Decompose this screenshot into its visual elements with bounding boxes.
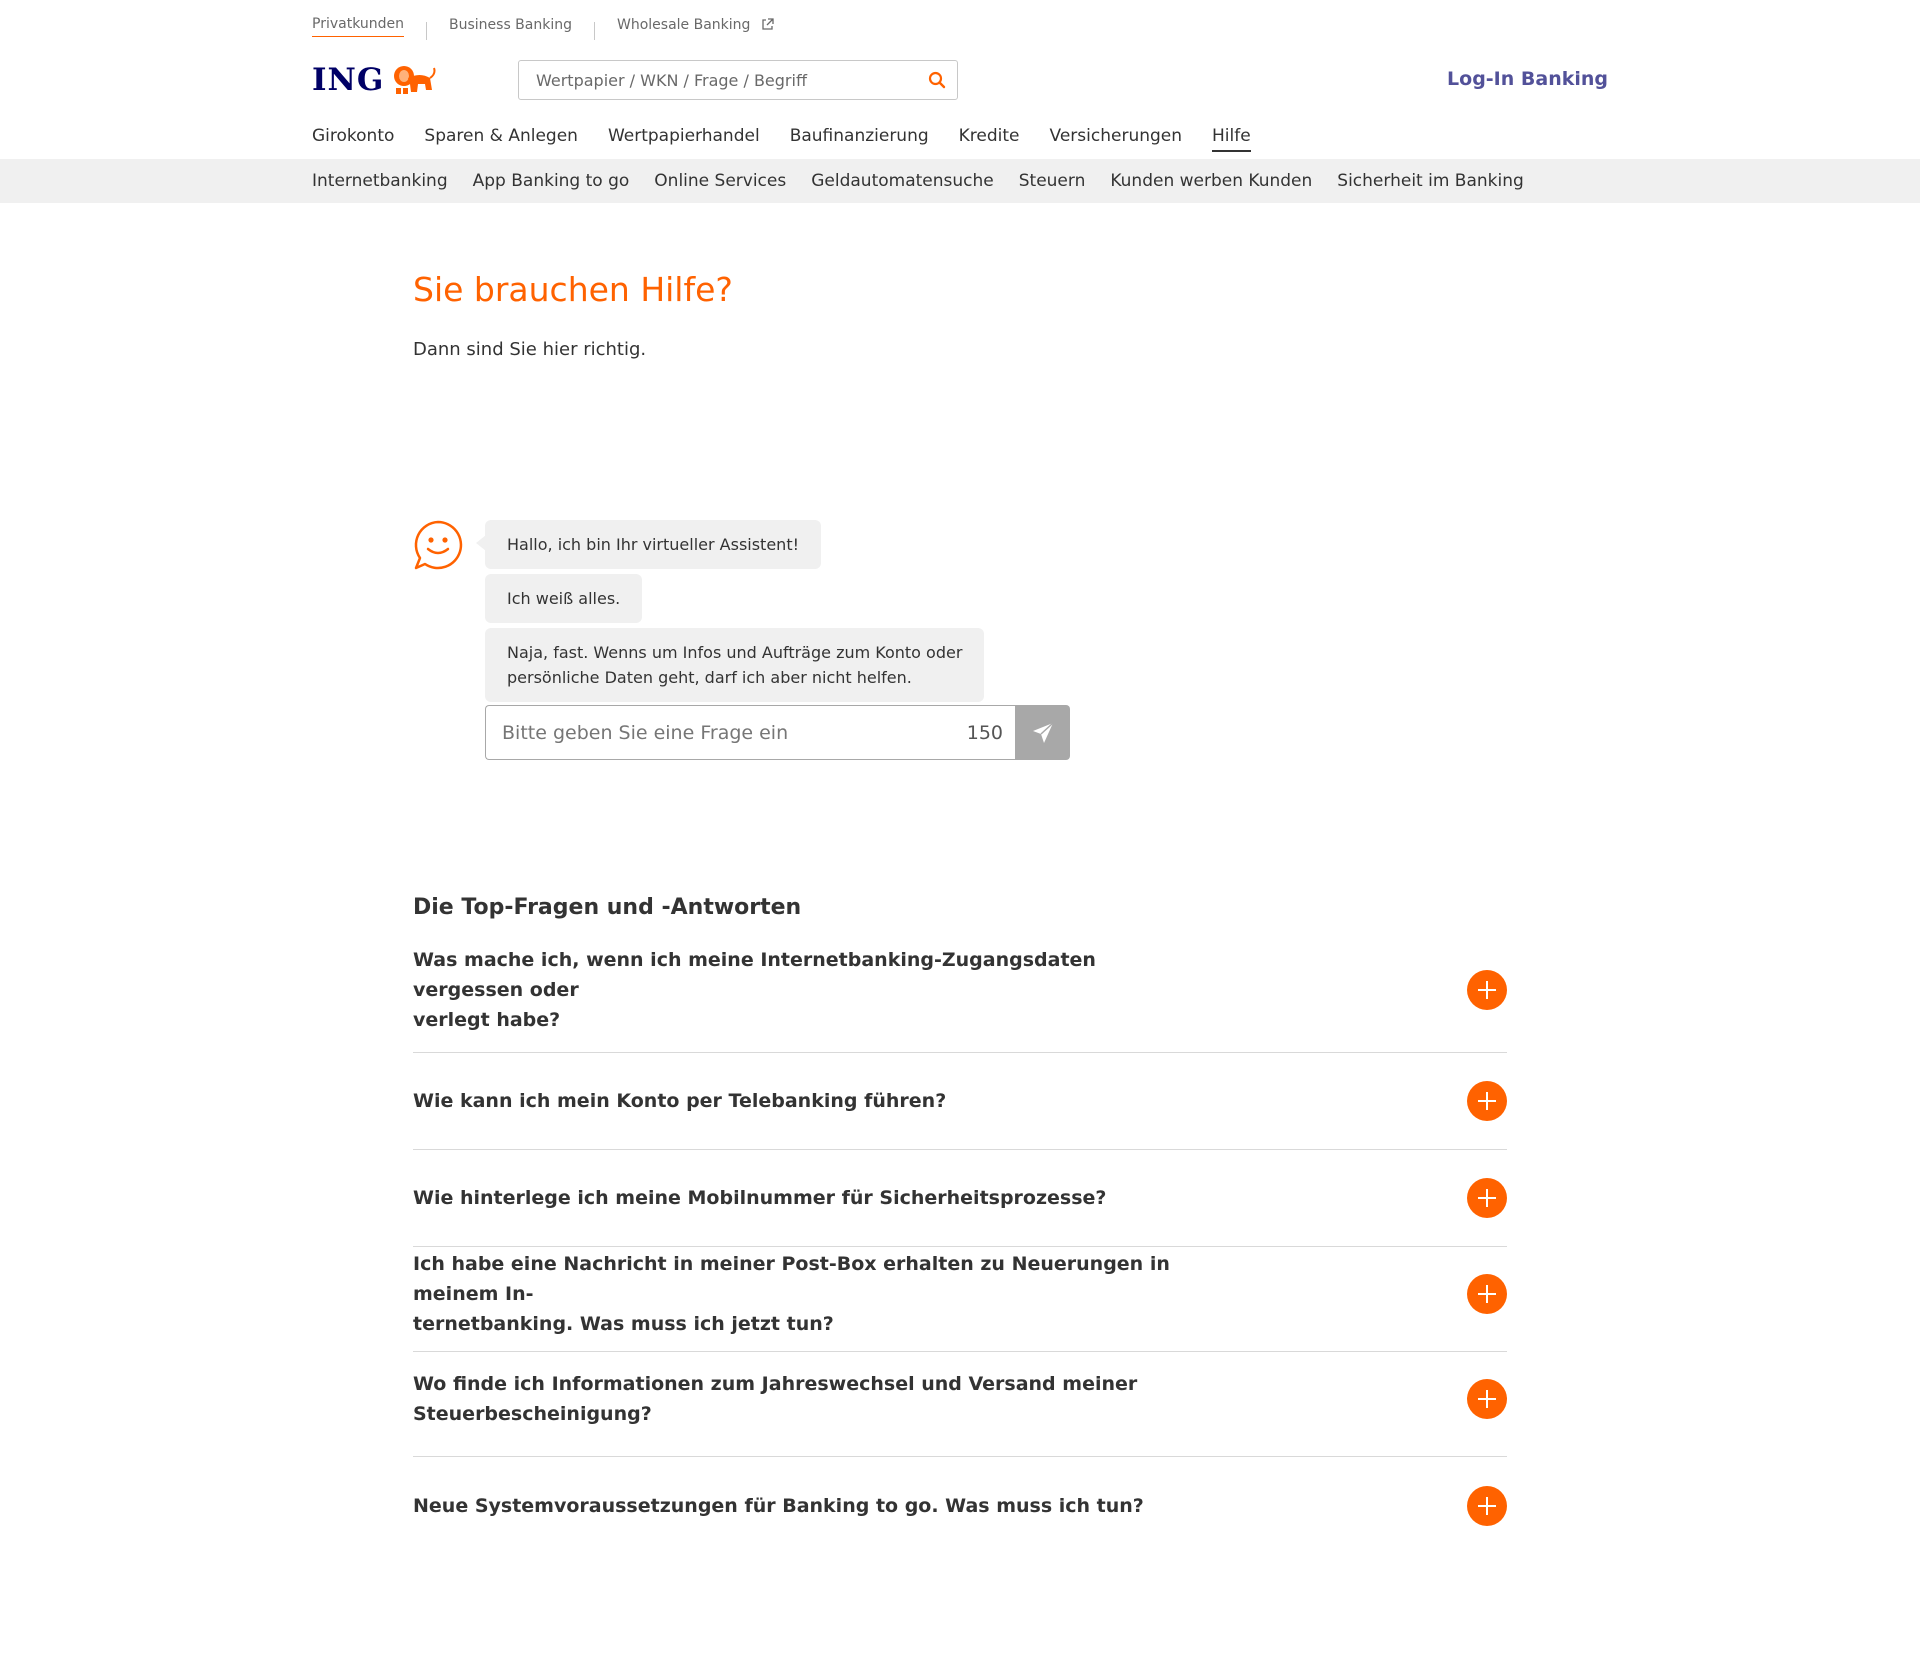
smiley-chat-icon [413,520,463,570]
logo-wordmark: ING [312,62,385,98]
faq-expand-button[interactable] [1467,1081,1507,1121]
faq-question-line: verlegt habe? [413,1009,561,1031]
segment-privatkunden[interactable]: Privatkunden [312,16,404,37]
faq-question [413,1183,1193,1213]
faq-item[interactable] [413,1247,1507,1352]
subnav-online-services[interactable]: Online Services [654,171,787,191]
search-icon [928,71,946,89]
page-title: Sie brauchen Hilfe? [413,270,733,309]
segment-divider [594,22,595,40]
faq-item[interactable] [413,1457,1507,1554]
plus-icon [1475,1089,1499,1113]
faq-question-line: Neue Systemvoraussetzungen für Banking to go. Was muss ich tun? [413,1494,1144,1517]
faq-question [413,1491,1193,1521]
faq-question [413,945,1193,1035]
page-subtitle: Dann sind Sie hier richtig. [413,339,647,360]
main-nav [312,126,1281,152]
search-button[interactable] [917,61,957,99]
search-input[interactable] [519,61,917,99]
faq-item[interactable] [413,948,1507,1053]
chat-bubble: Hallo, ich bin Ihr virtueller Assistent! [485,520,821,569]
plus-icon [1475,1494,1499,1518]
nav-girokonto[interactable]: Girokonto [312,126,395,146]
chat-form [485,705,1070,760]
segment-divider [426,22,427,40]
faq-expand-button[interactable] [1467,1178,1507,1218]
faq-question-line: Was mache ich, wenn ich meine Internetbanking-Zugangsdaten vergessen oder [413,949,1096,1001]
faq-expand-button[interactable] [1467,1274,1507,1314]
faq-question-line: Wo finde ich Informationen zum Jahreswechsel und Versand meiner [413,1373,1138,1395]
subnav-app-banking[interactable]: App Banking to go [472,171,630,191]
chat-messages [485,520,984,707]
faq-expand-button[interactable] [1467,970,1507,1010]
ing-logo[interactable] [312,62,436,98]
char-counter: 150 [966,721,1003,744]
plus-icon [1475,1186,1499,1210]
chat-question-input[interactable] [486,722,967,744]
subnav-steuern[interactable]: Steuern [1018,171,1086,191]
chat-bubble [485,628,984,702]
nav-baufinanzierung[interactable]: Baufinanzierung [789,126,929,146]
nav-kredite[interactable]: Kredite [958,126,1020,146]
chat-input-wrapper [485,705,1015,760]
nav-wertpapierhandel[interactable]: Wertpapierhandel [607,126,760,146]
plus-icon [1475,1387,1499,1411]
faq-question-line: Wie hinterlege ich meine Mobilnummer für Sicherheitsprozesse? [413,1187,1107,1209]
send-icon [1032,722,1054,744]
chat-send-button[interactable] [1015,705,1070,760]
segment-wholesale-label: Wholesale Banking [617,16,751,33]
faq-question-line: Wie kann ich mein Konto per Telebanking führen? [413,1090,947,1112]
segment-switch [312,16,774,37]
plus-icon [1475,1282,1499,1306]
faq-heading: Die Top-Fragen und -Antworten [413,895,802,920]
faq-item[interactable] [413,1053,1507,1150]
faq-item[interactable] [413,1150,1507,1247]
subnav-internetbanking[interactable]: Internetbanking [312,171,448,191]
faq-question [413,1086,1193,1116]
faq-question [413,1369,1193,1429]
external-link-icon [761,18,774,31]
login-banking-link[interactable]: Log-In Banking [1447,68,1608,90]
subnav-sicherheit[interactable]: Sicherheit im Banking [1337,171,1524,191]
plus-icon [1475,978,1499,1002]
faq-question-line: ternetbanking. Was muss ich jetzt tun? [413,1313,834,1335]
lion-logo-icon [390,64,436,96]
faq-question-line: Ich habe eine Nachricht in meiner Post-Box erhalten zu Neuerungen in meinem In- [413,1253,1170,1305]
chat-bubble-line: Naja, fast. Wenns um Infos und Aufträge zum Konto oder [507,643,963,662]
faq-list [413,948,1507,1554]
subnav-geldautomatensuche[interactable]: Geldautomatensuche [811,171,994,191]
faq-expand-button[interactable] [1467,1486,1507,1526]
segment-business-banking[interactable]: Business Banking [449,16,572,33]
nav-versicherungen[interactable]: Versicherungen [1049,126,1183,146]
subnav-kunden-werben-kunden[interactable]: Kunden werben Kunden [1110,171,1313,191]
sub-nav [0,159,1920,203]
faq-question-line: Steuerbescheinigung? [413,1403,652,1425]
segment-wholesale-banking[interactable] [617,17,774,37]
faq-expand-button[interactable] [1467,1379,1507,1419]
search-box [518,60,958,100]
faq-item[interactable] [413,1352,1507,1457]
nav-hilfe[interactable]: Hilfe [1212,126,1251,152]
chat-bubble-line: persönliche Daten geht, darf ich aber nicht helfen. [507,668,912,687]
nav-sparen-anlegen[interactable]: Sparen & Anlegen [424,126,578,146]
chat-bubble: Ich weiß alles. [485,574,642,623]
faq-question [413,1249,1193,1339]
